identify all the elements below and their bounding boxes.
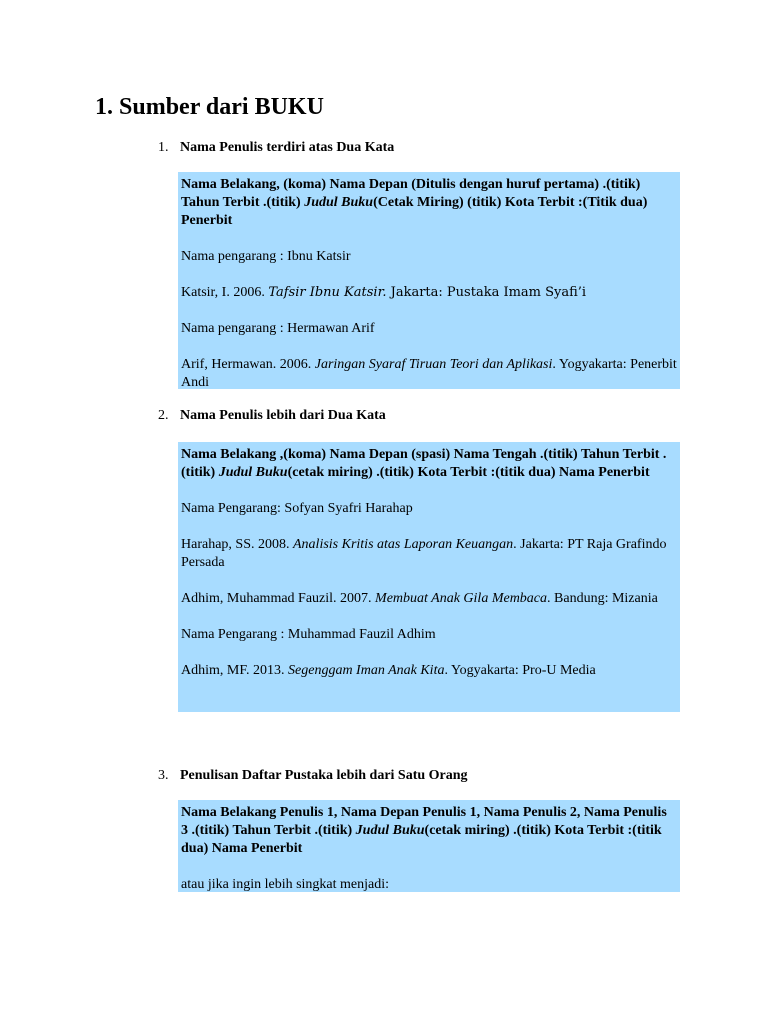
list-number: 1. [158,140,169,155]
list-item-1-heading [158,139,394,157]
heading-text: Nama Penulis lebih dari Dua Kata [180,408,386,423]
list-item-3-heading [158,767,468,785]
example-line: Nama pengarang : Ibnu Katsir [181,249,351,264]
example-line: Nama Pengarang: Sofyan Syafri Harahap [181,501,413,516]
example-line: Adhim, Muhammad Fauzil. 2007. Membuat Anak Gila Membaca. Bandung: Mizania [181,591,658,606]
example-line: Arif, Hermawan. 2006. Jaringan Syaraf Tiruan Teori dan Aplikasi. Yogyakarta: Penerbit Andi [181,357,677,390]
page-title: 1. Sumber dari BUKU [95,94,324,120]
example-line: Harahap, SS. 2008. Analisis Kritis atas Laporan Keuangan. Jakarta: PT Raja Grafindo Persada [181,537,667,570]
list-number: 3. [158,768,169,783]
citation-box-2 [178,442,680,712]
heading-text: Nama Penulis terdiri atas Dua Kata [180,140,395,155]
list-item-2-heading [158,407,386,425]
example-line: Nama pengarang : Hermawan Arif [181,321,375,336]
example-line: Adhim, MF. 2013. Segenggam Iman Anak Kita. Yogyakarta: Pro-U Media [181,663,596,678]
example-line: Katsir, I. 2006. Tafsir Ibnu Katsir. Jakarta: Pustaka Imam Syafi’i [181,285,587,300]
format-rule: Nama Belakang Penulis 1, Nama Depan Penulis 1, Nama Penulis 2, Nama Penulis 3 .(titik) Tahun Terbit .(titik) Judul Buku(cetak miring) .(titik) Kota Terbit :(titik dua) Nama Penerbit [181,805,667,856]
citation-box-3 [178,800,680,892]
heading-text: Penulisan Daftar Pustaka lebih dari Satu Orang [180,768,468,783]
example-line: atau jika ingin lebih singkat menjadi: [181,877,390,892]
list-number: 2. [158,408,169,423]
format-rule: Nama Belakang, (koma) Nama Depan (Ditulis dengan huruf pertama) .(titik) Tahun Terbit .(titik) Judul Buku(Cetak Miring) (titik) Kota Terbit :(Titik dua) Penerbit [181,177,648,228]
citation-box-1 [178,172,680,389]
format-rule: Nama Belakang ,(koma) Nama Depan (spasi) Nama Tengah .(titik) Tahun Terbit .(titik) Judul Buku(cetak miring) .(titik) Kota Terbit :(titik dua) Nama Penerbit [181,447,667,480]
example-line: Nama Pengarang : Muhammad Fauzil Adhim [181,627,436,642]
